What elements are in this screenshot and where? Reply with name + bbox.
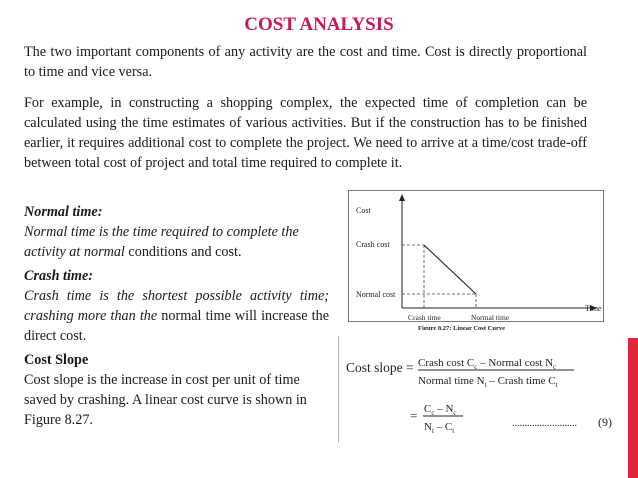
crash-cost-label: Crash cost [356, 240, 390, 249]
y-axis-arrow [399, 194, 405, 201]
crash-time-text [24, 286, 329, 346]
normal-time-heading: Normal time: [24, 204, 103, 220]
page-title: COST ANALYSIS [244, 14, 394, 35]
normal-time-label: Normal time [471, 313, 510, 322]
cost-slope-section [24, 350, 329, 430]
intro-paragraph: The two important components of any activity are the cost and time. Cost is directly proportional to time and vice versa. [24, 44, 587, 80]
cost-slope-text: Cost slope is the increase in cost per unit of time saved by crashing. A linear cost curve is shown in Figure 8.27. [24, 372, 307, 428]
formula-numerator: Crash cost $C_c$ – Normal cost $N_c$ [418, 357, 557, 371]
example-paragraph: For example, in constructing a shopping complex, the expected time of completion can be calculated using the time estimates of various activities. But if the construction has to be finished earlier, it requires additional cost to complete the project. We need to arrive at a time/cost trade-off between total cost of project and total time required to complete it. [24, 95, 587, 171]
normal-time-section [24, 202, 329, 262]
formula-dots: .......................... [512, 418, 577, 429]
crash-time-label: Crash time [408, 313, 441, 322]
crash-time-heading: Crash time: [24, 268, 93, 284]
crash-time-italic: Crash time is the shortest possible activity time; crashing more than the [24, 288, 329, 324]
normal-time-text [24, 222, 329, 262]
formula-number: (9) [598, 415, 612, 429]
normal-time-rest: conditions and cost. [124, 244, 242, 260]
cost-slope-heading: Cost Slope [24, 352, 89, 368]
figure-caption: Figure 8.27: Linear Cost Curve [418, 325, 505, 330]
cost-slope-formula [346, 344, 628, 444]
formula-short-denominator: $N_t - C_t$ [424, 421, 455, 435]
y-axis-label: Cost [356, 206, 371, 215]
crash-time-rest: normal time will increase the direct cost. [24, 308, 329, 344]
side-accent-bar [628, 338, 638, 478]
formula-lhs: Cost slope = [346, 360, 414, 375]
formula-equals: = [410, 408, 418, 423]
cost-curve-line [424, 245, 476, 294]
divider-line [338, 336, 339, 442]
normal-time-italic: Normal time is the time required to complete the activity at normal [24, 224, 299, 260]
formula-short-numerator: $C_c - N_c$ [424, 403, 457, 417]
linear-cost-curve-figure [348, 190, 604, 330]
normal-cost-label: Normal cost [356, 290, 396, 299]
x-axis-label: Time [585, 304, 602, 313]
formula-denominator: Normal time $N_t$ – Crash time $C_t$ [418, 375, 558, 389]
crash-time-section [24, 266, 329, 346]
